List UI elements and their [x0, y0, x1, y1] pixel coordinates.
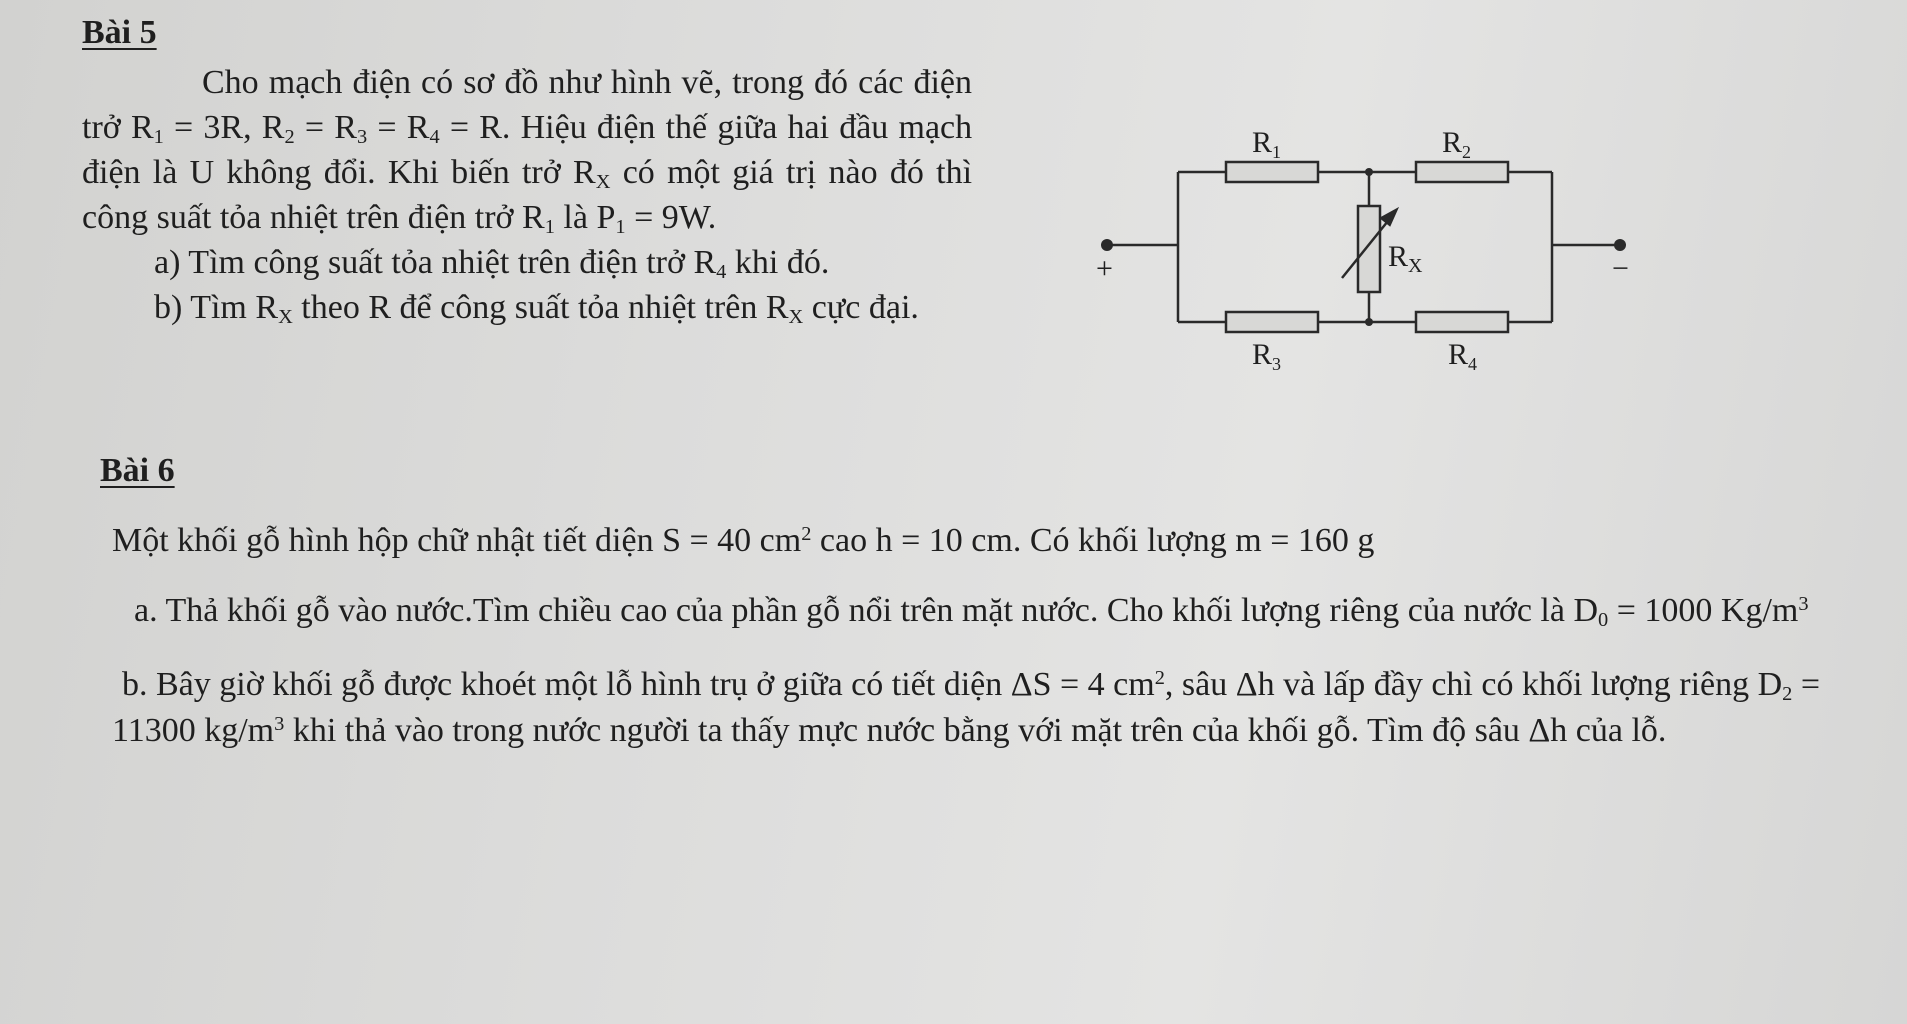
label-r4: $R_4$	[1448, 338, 1478, 374]
label-r3: $R_3$	[1252, 338, 1282, 374]
problem6-part-a: a. Thả khối gỗ vào nước.Tìm chiều cao của phần gỗ nổi trên mặt nước. Cho khối lượng riêng của nước là $D_0 = 1000$ $Kg/m^3$	[134, 592, 1809, 632]
problem6-intro: Một khối gỗ hình hộp chữ nhật tiết diện S = 40 $cm^2$ cao h = 10 cm. Có khối lượng m = 160 g	[112, 522, 1375, 559]
problem6-heading: Bài 6	[100, 452, 175, 489]
problem5-part-b: b) Tìm $R_X$ theo R để công suất tỏa nhiệt trên $R_X$ cực đại.	[154, 289, 919, 329]
variable-resistor-rx	[1358, 206, 1380, 292]
resistor-r3	[1226, 312, 1318, 332]
terminal-right-dot	[1614, 239, 1626, 251]
problem5-body	[82, 60, 972, 330]
circuit-diagram	[1080, 120, 1640, 380]
node-top-junction	[1365, 168, 1373, 176]
label-r2: $R_2$	[1442, 126, 1472, 162]
label-rx: $R_X$	[1388, 240, 1423, 277]
problem5-heading: Bài 5	[82, 14, 157, 51]
resistor-r1	[1226, 162, 1318, 182]
problem6-body	[112, 518, 1832, 754]
label-minus: −	[1612, 252, 1629, 285]
problem5-statement: Cho mạch điện có sơ đồ như hình vẽ, trong đó các điện trở $R_1 = 3R$, $R_2 = R_3 = R_4 = R$. Hiệu điện thế giữa hai đầu mạch điện là U không đổi. Khi biến trở $R_X$ có một giá trị nào đó thì công suất tỏa nhiệt trên điện trở $R_1$ là $P_1 = 9W$.	[82, 64, 973, 239]
problem6-part-b: b. Bây giờ khối gỗ được khoét một lỗ hình trụ ở giữa có tiết diện ΔS = 4 $cm^2$, sâu Δh và lấp đầy chì có khối lượng riêng $D_2 = 11300$ $kg/m^3$ khi thả vào trong nước người ta thấy mực nước bằng với mặt trên của khối gỗ. Tìm độ sâu Δh của lỗ.	[112, 666, 1821, 749]
terminal-left-dot	[1101, 239, 1113, 251]
label-plus: +	[1096, 252, 1113, 285]
label-r1: $R_1$	[1252, 126, 1282, 162]
problem5-part-a: a) Tìm công suất tỏa nhiệt trên điện trở $R_4$ khi đó.	[154, 244, 830, 284]
resistor-r4	[1416, 312, 1508, 332]
resistor-r2	[1416, 162, 1508, 182]
node-bottom-junction	[1365, 318, 1373, 326]
